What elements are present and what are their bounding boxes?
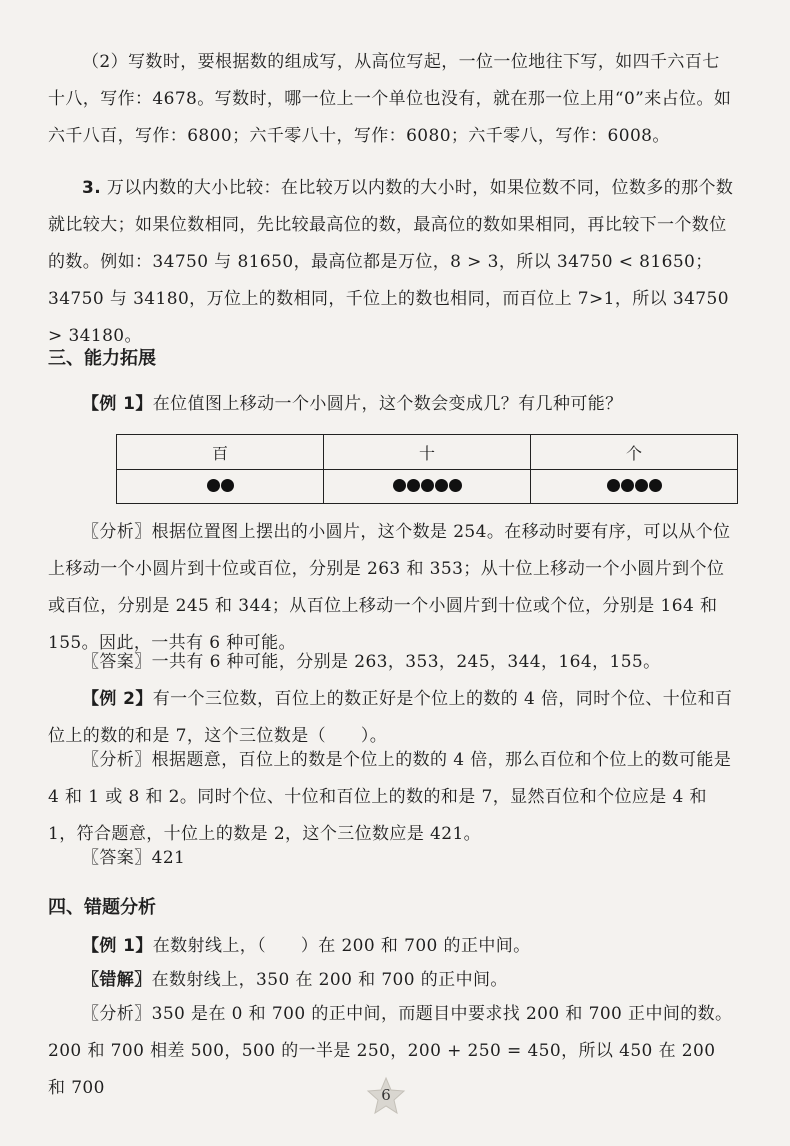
analysis-text: 根据位置图上摆出的小圆片，这个数是 254。在移动时要有序，可以从个位上移动一个小圆片到十位或百位，分别是 263 和 353；从十位上移动一个小圆片到个位或百位，分别是 245 和 344；从百位上移动一个小圆片到十位或个位，分别是 164 和 155。因此，一共有 6 种可能。: [48, 522, 731, 653]
analysis-text: 根据题意，百位上的数是个位上的数的 4 倍，那么百位和个位上的数可能是 4 和 1 或 8 和 2。同时个位、十位和百位上的数的和是 7，显然百位和个位应是 4 和 1，符合题意，十位上的数是 2，这个三位数应是 421。: [48, 750, 732, 844]
section-heading-errors: 四、错题分析: [48, 897, 156, 918]
paragraph-compare-numbers: [48, 170, 736, 355]
answer-tag: 〖答案〗: [82, 652, 152, 672]
answer-text: 一共有 6 种可能，分别是 263，353，245，344，164，155。: [151, 652, 661, 672]
counter-dot: [393, 479, 406, 492]
place-dots-ones: [531, 470, 738, 504]
place-header-hundreds: 百: [117, 435, 324, 470]
analysis-tag: 〖分析〗: [82, 1004, 152, 1024]
counter-dot: [207, 479, 220, 492]
counter-dot: [649, 479, 662, 492]
analysis-text: 350 是在 0 和 700 的正中间，而题目中要求找 200 和 700 正中间的数。200 和 700 相差 500，500 的一半是 250，200 + 250 = 450，所以 450 在 200 和 700: [48, 1004, 733, 1098]
place-header-ones: 个: [531, 435, 738, 470]
counter-dot: [407, 479, 420, 492]
counter-dot: [421, 479, 434, 492]
place-dots-tens: [324, 470, 531, 504]
counter-dot: [449, 479, 462, 492]
place-header-tens: 十: [324, 435, 531, 470]
example-2-text: 有一个三位数，百位上的数正好是个位上的数的 4 倍，同时个位、十位和百位上的数的和是 7，这个三位数是（ ）。: [48, 689, 733, 746]
answer-tag: 〖答案〗: [82, 848, 152, 868]
error-example-wrong: [48, 962, 736, 999]
example-1-tag: 【例 1】: [82, 394, 153, 414]
wrong-tag: 〖错解〗: [82, 970, 152, 990]
item-3-label: 3.: [82, 178, 102, 198]
counter-dot: [435, 479, 448, 492]
example-2-answer: [48, 840, 736, 877]
page-number: 6: [381, 1086, 391, 1104]
item-3-text: 万以内数的大小比较：在比较万以内数的大小时，如果位数不同，位数多的那个数就比较大；如果位数相同，先比较最高位的数，最高位的数如果相同，再比较下一个数位的数。例如：34750 与 81650，最高位都是万位，8 > 3，所以 34750 < 81650；34750 与 34180，万位上的数相同，千位上的数也相同，而百位上 7>1，所以 34750 > 34180。: [48, 178, 734, 346]
error-example-text: 在数射线上，（ ）在 200 和 700 的正中间。: [152, 936, 531, 956]
example-1-answer: [48, 644, 736, 681]
place-value-table: [116, 434, 738, 504]
paragraph-write-numbers: （2）写数时，要根据数的组成写，从高位写起，一位一位地往下写，如四千六百七十八，写作：4678。写数时，哪一位上一个单位也没有，就在那一位上用“0”来占位。如六千八百，写作：6800；六千零八十，写作：6080；六千零八，写作：6008。: [48, 52, 732, 146]
error-example-tag: 【例 1】: [82, 936, 153, 956]
counter-dot: [621, 479, 634, 492]
analysis-tag: 〖分析〗: [82, 750, 152, 770]
place-dots-hundreds: [117, 470, 324, 504]
analysis-tag: 〖分析〗: [82, 522, 152, 542]
answer-text: 421: [151, 848, 186, 868]
example-1-text: 在位值图上移动一个小圆片，这个数会变成几？有几种可能？: [152, 394, 623, 414]
section-heading-ability: 三、能力拓展: [48, 348, 156, 369]
wrong-text: 在数射线上，350 在 200 和 700 的正中间。: [151, 970, 508, 990]
error-example-question: [48, 928, 736, 965]
counter-dot: [221, 479, 234, 492]
example-1-analysis: [48, 514, 736, 662]
page-number-badge: [366, 1076, 406, 1116]
example-2-tag: 【例 2】: [82, 689, 153, 709]
example-2-analysis: [48, 742, 736, 853]
example-1-question: [48, 386, 736, 423]
counter-dot: [635, 479, 648, 492]
counter-dot: [607, 479, 620, 492]
